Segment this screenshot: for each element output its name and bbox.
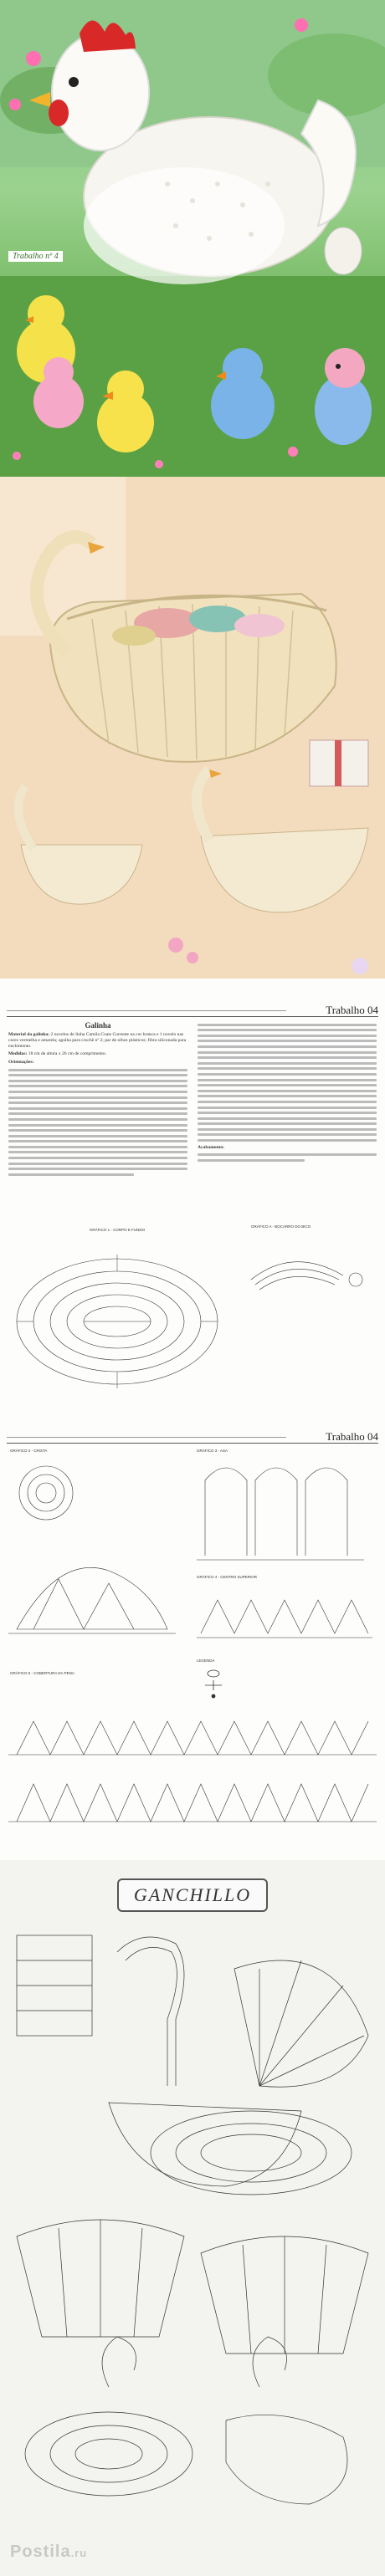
watermark-site: Postila xyxy=(10,2543,71,2561)
graphs-page-header xyxy=(7,1430,378,1444)
finishing-label: Acabamento: xyxy=(198,1144,225,1150)
graph-4-label: GRÁFICO 4 - CENTRO SUPERIOR xyxy=(197,1575,258,1579)
ganchillo-title: GANCHILLO xyxy=(133,1884,252,1905)
wing-side-diagram xyxy=(8,1546,176,1646)
page-header xyxy=(7,1004,378,1017)
orientation-label: Orientações: xyxy=(8,1059,34,1065)
graphs-page-header-title: Trabalho 04 xyxy=(326,1430,378,1443)
ganchillo-patterns xyxy=(8,1919,377,2538)
graph-a-label: GRÁFICO A - BOCARRO DO BICO xyxy=(251,1224,311,1229)
graph-5-feather-diagram xyxy=(8,1705,377,1855)
graph-3-label: GRÁFICO 3 - ASA xyxy=(197,1449,228,1453)
material-label: Material da galinha: xyxy=(8,1032,50,1037)
graphs-page xyxy=(0,1420,385,1860)
hen-photo-panel xyxy=(0,0,385,477)
ganchillo-page xyxy=(0,1860,385,2576)
page-header-title: Trabalho 04 xyxy=(326,1004,378,1016)
hen-illustration xyxy=(0,0,385,477)
graph-3-wing-diagram xyxy=(197,1455,364,1564)
watermark-tld: .ru xyxy=(70,2547,88,2559)
instructions-right-column xyxy=(198,1020,377,1165)
graph-2-comb-diagram xyxy=(8,1455,100,1531)
work-tag: Trabalho nº 4 xyxy=(8,251,63,262)
legend-symbols xyxy=(201,1667,285,1700)
graph-5-label: GRÁFICO 5 - COBERTURA DA PENA xyxy=(10,1671,74,1675)
swan-baskets-illustration xyxy=(0,477,385,979)
instructions-page xyxy=(0,979,385,1420)
material-text: 2 novelos de linha Camila Coats Corrente na cor branca e 1 novelo nas cores vermelha e amarela; agulha para crochê nº 2; par de olhos plásticos; fibra siliconada para enchimento. xyxy=(8,1032,187,1050)
legend-label: LEGENDA xyxy=(197,1659,215,1663)
graph-2-label: GRÁFICO 2 - CRISTA xyxy=(10,1449,48,1453)
instructions-left-column xyxy=(8,1020,187,1178)
graph-a-beak-diagram xyxy=(243,1229,377,1321)
watermark-logo xyxy=(10,2543,87,2562)
measures-label: Medidas: xyxy=(8,1050,28,1056)
swan-photo-panel xyxy=(0,477,385,979)
measures-text: 18 cm de altura x 26 cm de comprimento. xyxy=(28,1050,107,1056)
graph-1-label: GRÁFICO 1 - CORPO E FUNDO xyxy=(89,1228,146,1232)
ganchillo-banner xyxy=(117,1878,268,1912)
project-title: Galinha xyxy=(85,1021,111,1030)
graph-4-top-diagram xyxy=(197,1583,372,1650)
graph-1-body-diagram xyxy=(8,1221,226,1413)
